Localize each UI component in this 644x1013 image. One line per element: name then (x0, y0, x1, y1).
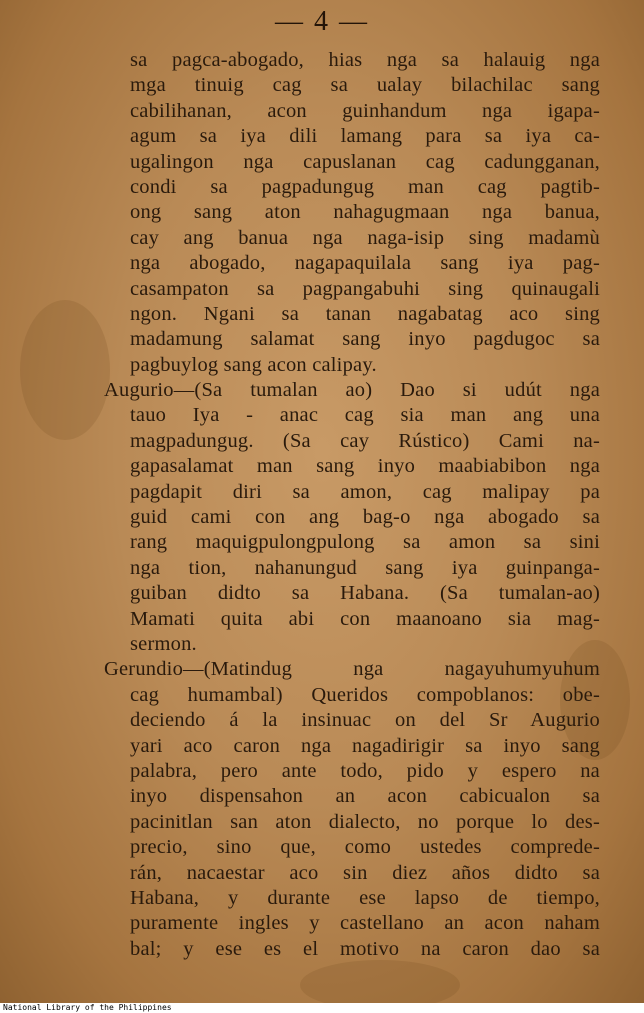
text-line: madamung salamat sang inyo pagdugoc sa (130, 328, 600, 351)
body-text (104, 48, 600, 962)
text-line: tauo Iya - anac cag sia man ang una (130, 404, 600, 427)
page-number: — 4 — (275, 6, 369, 37)
text-line: nga tion, nahanungud sang iya guinpanga- (130, 556, 600, 579)
text-line: condi sa pagpadungug man cag pagtib- (130, 175, 600, 198)
text-line: deciendo á la insinuac on del Sr Augurio (130, 709, 600, 732)
text-line: sa pagca-abogado, hias nga sa halauig nga (130, 49, 600, 71)
text-line: yari aco caron nga nagadirigir sa inyo sang (130, 734, 600, 757)
text-line: ngon. Ngani sa tanan nagabatag aco sing (130, 302, 600, 325)
text-line: Habana, y durante ese lapso de tiempo, (130, 886, 600, 909)
text-line: cay ang banua nga naga-isip sing madamù (130, 226, 600, 249)
text-line: ong sang aton nahagugmaan nga banua, (130, 201, 600, 224)
text-line: agum sa iya dili lamang para sa iya ca- (130, 125, 600, 148)
text-line: cag humambal) Queridos compoblanos: obe- (130, 683, 600, 706)
paper-stain (300, 960, 460, 1003)
text-line: gapasalamat man sang inyo maabiabibon nga (130, 455, 600, 478)
text-line: sermon. (130, 632, 197, 655)
text-line: cabilihanan, acon guinhandum nga igapa- (130, 99, 600, 122)
text-line: ugalingon nga capuslanan cag cadungganan, (130, 150, 600, 173)
text-line: rán, nacaestar aco sin diez años didto sa (130, 861, 600, 884)
text-line: magpadungug. (Sa cay Rústico) Cami na- (130, 429, 600, 452)
text-line: rang maquigpulongpulong sa amon sa sini (130, 531, 600, 554)
text-line: guiban didto sa Habana. (Sa tumalan-ao) (130, 582, 600, 605)
text-line: Mamati quita abi con maanoano sia mag- (130, 607, 600, 630)
text-line: puramente ingles y castellano an acon naham (130, 912, 600, 935)
text-line: Augurio—(Sa tumalan ao) Dao si udút nga (104, 379, 600, 402)
library-credit: National Library of the Philippines (3, 1003, 172, 1012)
text-line: pagdapit diri sa amon, cag malipay pa (130, 480, 600, 503)
text-line: palabra, pero ante todo, pido y espero na (130, 759, 600, 782)
text-line: Gerundio—(Matindug nga nagayuhumyuhum (104, 658, 600, 681)
text-line: nga abogado, nagapaquilala sang iya pag- (130, 252, 600, 275)
text-line: guid cami con ang bag-o nga abogado sa (130, 506, 600, 529)
text-line: precio, sino que, como ustedes comprede- (130, 836, 600, 859)
text-line: pacinitlan san aton dialecto, no porque lo des- (130, 810, 600, 833)
text-line: inyo dispensahon an acon cabicualon sa (130, 785, 600, 808)
text-line: casampaton sa pagpangabuhi sing quinaugali (130, 277, 600, 300)
paper-stain (20, 300, 110, 440)
text-line: pagbuylog sang acon calipay. (130, 353, 377, 376)
text-line: mga tinuig cag sa ualay bilachilac sang (130, 74, 600, 97)
text-line: bal; y ese es el motivo na caron dao sa (130, 937, 600, 960)
